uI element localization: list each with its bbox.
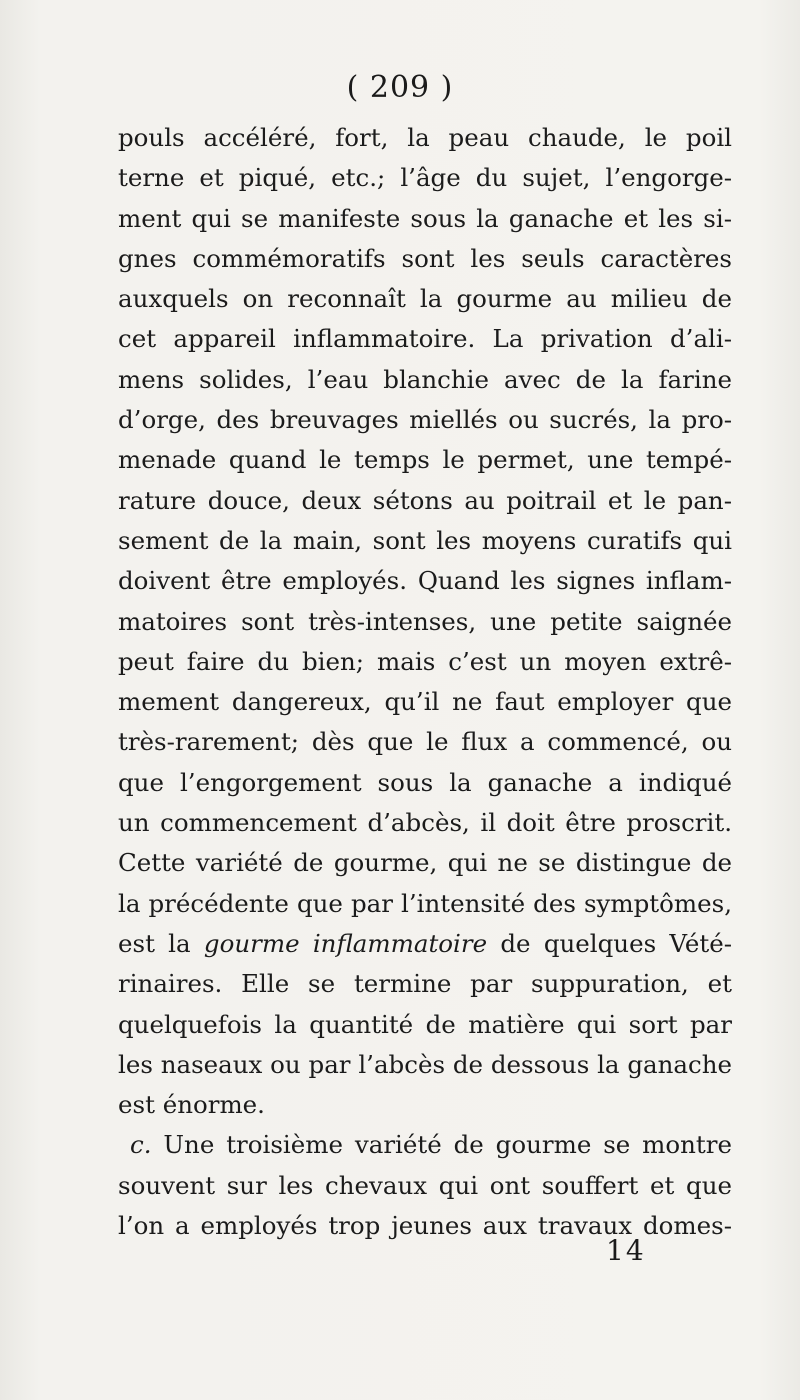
text-line: gnes commémoratifs sont les seuls caractères	[118, 243, 732, 273]
text-line: un commencement d’abcès, il doit être proscrit.	[118, 808, 732, 838]
text-line-with-italic	[118, 924, 732, 964]
text-segment: de quelques Vété-	[487, 928, 732, 958]
text-line: mement dangereux, qu’il ne faut employer que	[118, 687, 732, 717]
text-segment: Une troisième variété de gourme se montre	[151, 1130, 732, 1160]
text-line: matoires sont très-intenses, une petite saignée	[118, 606, 732, 636]
text-line: que l’engorgement sous la ganache a indiqué	[118, 767, 732, 797]
text-line: terne et piqué, etc.; l’âge du sujet, l’engorge-	[118, 163, 732, 193]
text-line: doivent être employés. Quand les signes inflam-	[118, 566, 732, 596]
text-line: peut faire du bien; mais c’est un moyen extrê-	[118, 646, 732, 676]
text-line: pouls accéléré, fort, la peau chaude, le poil	[118, 123, 732, 152]
text-line: Cette variété de gourme, qui ne se distingue de	[118, 848, 732, 878]
paragraph-start-line	[118, 1125, 732, 1165]
text-line: d’orge, des breuvages miellés ou sucrés, la pro-	[118, 405, 732, 435]
text-line: cet appareil inflammatoire. La privation d’ali-	[118, 324, 732, 354]
text-segment: est la	[118, 928, 204, 958]
italic-term: gourme inflammatoire	[203, 928, 488, 958]
text-line: sement de la main, sont les moyens curatifs qui	[118, 525, 732, 555]
paragraph-label: c.	[130, 1130, 152, 1160]
text-line: menade quand le temps le permet, une tempé-	[118, 445, 732, 475]
text-line: quelquefois la quantité de matière qui sort par	[118, 1009, 732, 1039]
text-line: très-rarement; dès que le flux a commencé, ou	[118, 727, 732, 757]
text-line: rinaires. Elle se termine par suppuration, et	[118, 969, 732, 999]
text-line: l’on a employés trop jeunes aux travaux domes-	[118, 1211, 732, 1241]
text-line: souvent sur les chevaux qui ont souffert et que	[118, 1170, 732, 1200]
page-number-header: ( 209 )	[346, 70, 454, 105]
body-text	[118, 118, 732, 1246]
text-line: rature douce, deux sétons au poitrail et le pan-	[118, 485, 732, 515]
text-line: est énorme.	[118, 1090, 265, 1120]
signature-mark: 14	[606, 1234, 646, 1267]
text-line: auxquels on reconnaît la gourme au milieu de	[118, 284, 732, 314]
text-line: mens solides, l’eau blanchie avec de la farine	[118, 364, 732, 394]
text-line: ment qui se manifeste sous la ganache et les si-	[118, 203, 732, 233]
text-line: les naseaux ou par l’abcès de dessous la ganache	[118, 1049, 732, 1079]
text-line: la précédente que par l’intensité des symptômes,	[118, 888, 732, 918]
